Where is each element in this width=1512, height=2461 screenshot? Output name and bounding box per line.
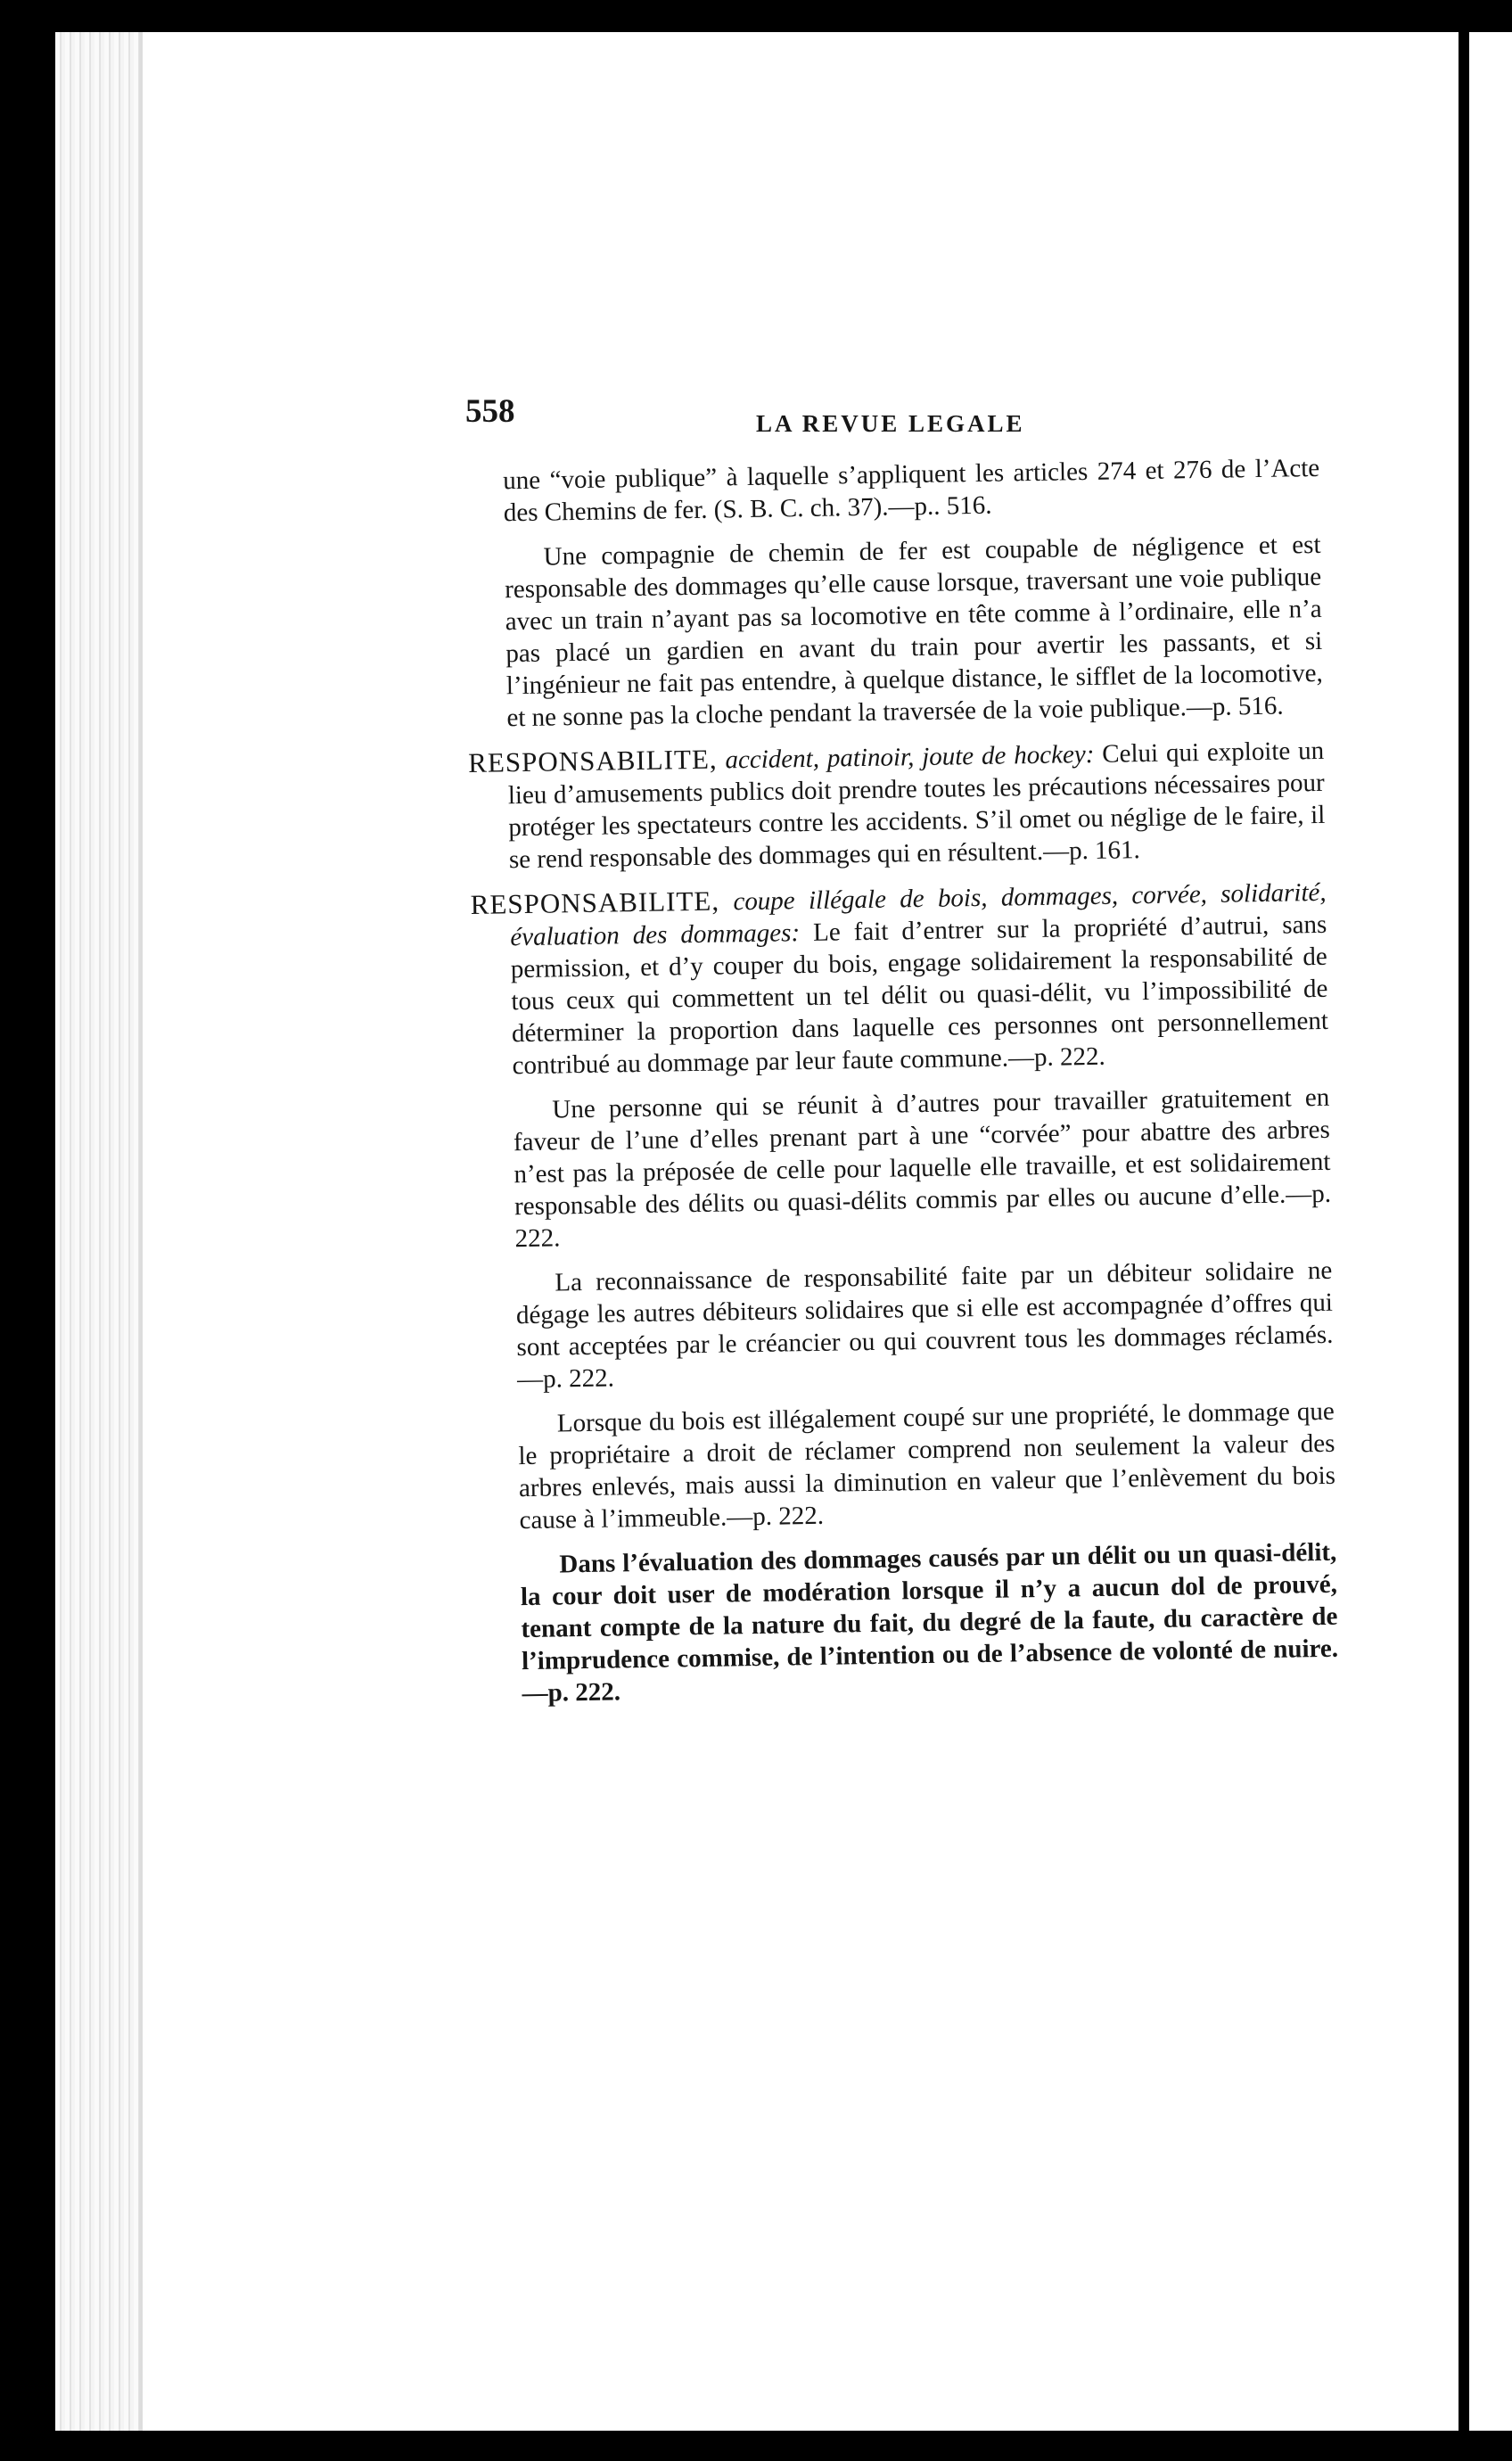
paragraph-text: Dans l’évaluation des dommages causés par un délit ou un quasi-délit, la cour doit user de modération lorsque il n’y a aucun dol de prouvé, tenant compte de la nature du fait, du degré de la faute, du caractère de l’imprudence commise, de l’intention ou de l’absence de volonté de nuire.—p. 222. <box>520 1537 1339 1708</box>
entry-heading: RESPONSABILITE, <box>467 743 718 778</box>
page-number: 558 <box>465 393 515 430</box>
sub-paragraph <box>479 1395 1336 1537</box>
sub-paragraph <box>464 529 1323 735</box>
entry-text: Celui qui exploite un lieu d’amusements publics doit prendre toutes les précautions nécessaires pour protéger les spectateurs contre les accidents. S’il omet ou néglige de le faire, il se rend responsable des dommages qui en résultent.—p. 161. <box>507 736 1326 875</box>
entry-subject: coupe illégale de bois, dommages, corvée, solidarité, évaluation des dommages: <box>510 877 1327 952</box>
continuation-paragraph <box>464 452 1320 530</box>
paragraph-text: une “voie publique” à laquelle s’appliquent les articles 274 et 276 de l’Acte des Chemins de fer. (S. B. C. ch. 37).—p.. 516. <box>503 453 1320 528</box>
entry-subject: accident, patinoir, joute de hockey: <box>725 739 1095 775</box>
paragraph-text: Lorsque du bois est illégalement coupé sur une propriété, le dommage que le propriétaire a droit de réclamer comprend non seulement la valeur des arbres enlevés, mais aussi la diminution en valeur que l’enlèvement du bois cause à l’immeuble.—p. 222. <box>518 1396 1336 1535</box>
index-text-block <box>464 452 1344 2008</box>
paragraph-text: Une compagnie de chemin de fer est coupable de négligence et est responsable des dommages qu’elle cause lorsque, traversant une voie publique avec un train n’ayant pas sa locomotive en tête comme à l’ordinaire, elle n’a pas placé un gardien en avant du train pour avertir les passants, et si l’ingénieur ne fait pas entendre, à quelque distance, le sifflet de la locomotive, et ne sonne pas la cloche pendant la traversée de la voie publique.—p. 516. <box>504 530 1324 733</box>
paragraph-text: Une personne qui se réunit à d’autres pour travailler gratuitement en faveur de l’une d’elles prenant part à une “corvée” pour abattre des arbres n’est pas la préposée de celle pour laquelle elle travaille, et est solidairement responsable des délits ou quasi-délits commis par elles ou aucune d’elle.—p. 222. <box>513 1082 1332 1254</box>
facing-page-edge <box>1469 32 1512 2431</box>
paragraph-text: La reconnaissance de responsabilité faite par un débiteur solidaire ne dégage les autres débiteurs solidaires que si elle est accompagnée d’offres qui sont acceptées par le créancier ou qui couvrent tous les dommages réclamés.—p. 222. <box>515 1255 1334 1395</box>
index-entry <box>470 876 1328 1082</box>
entry-heading: RESPONSABILITE, <box>470 885 720 920</box>
sub-paragraph <box>476 1255 1334 1396</box>
sub-paragraph <box>481 1536 1339 1710</box>
index-entry <box>468 734 1326 877</box>
sub-paragraph <box>473 1082 1332 1255</box>
running-title: LA REVUE LEGALE <box>756 410 1025 437</box>
entry-text: Le fait d’entrer sur la propriété d’autrui, sans permission, et d’y couper du bois, engage solidairement la responsabilité de tous ceux qui commettent un tel délit ou quasi-délit, vu l’impossibilité de déterminer la proportion dans laquelle ces personnes ont personnellement contribué au dommage par leur faute commune.—p. 222. <box>510 910 1329 1081</box>
